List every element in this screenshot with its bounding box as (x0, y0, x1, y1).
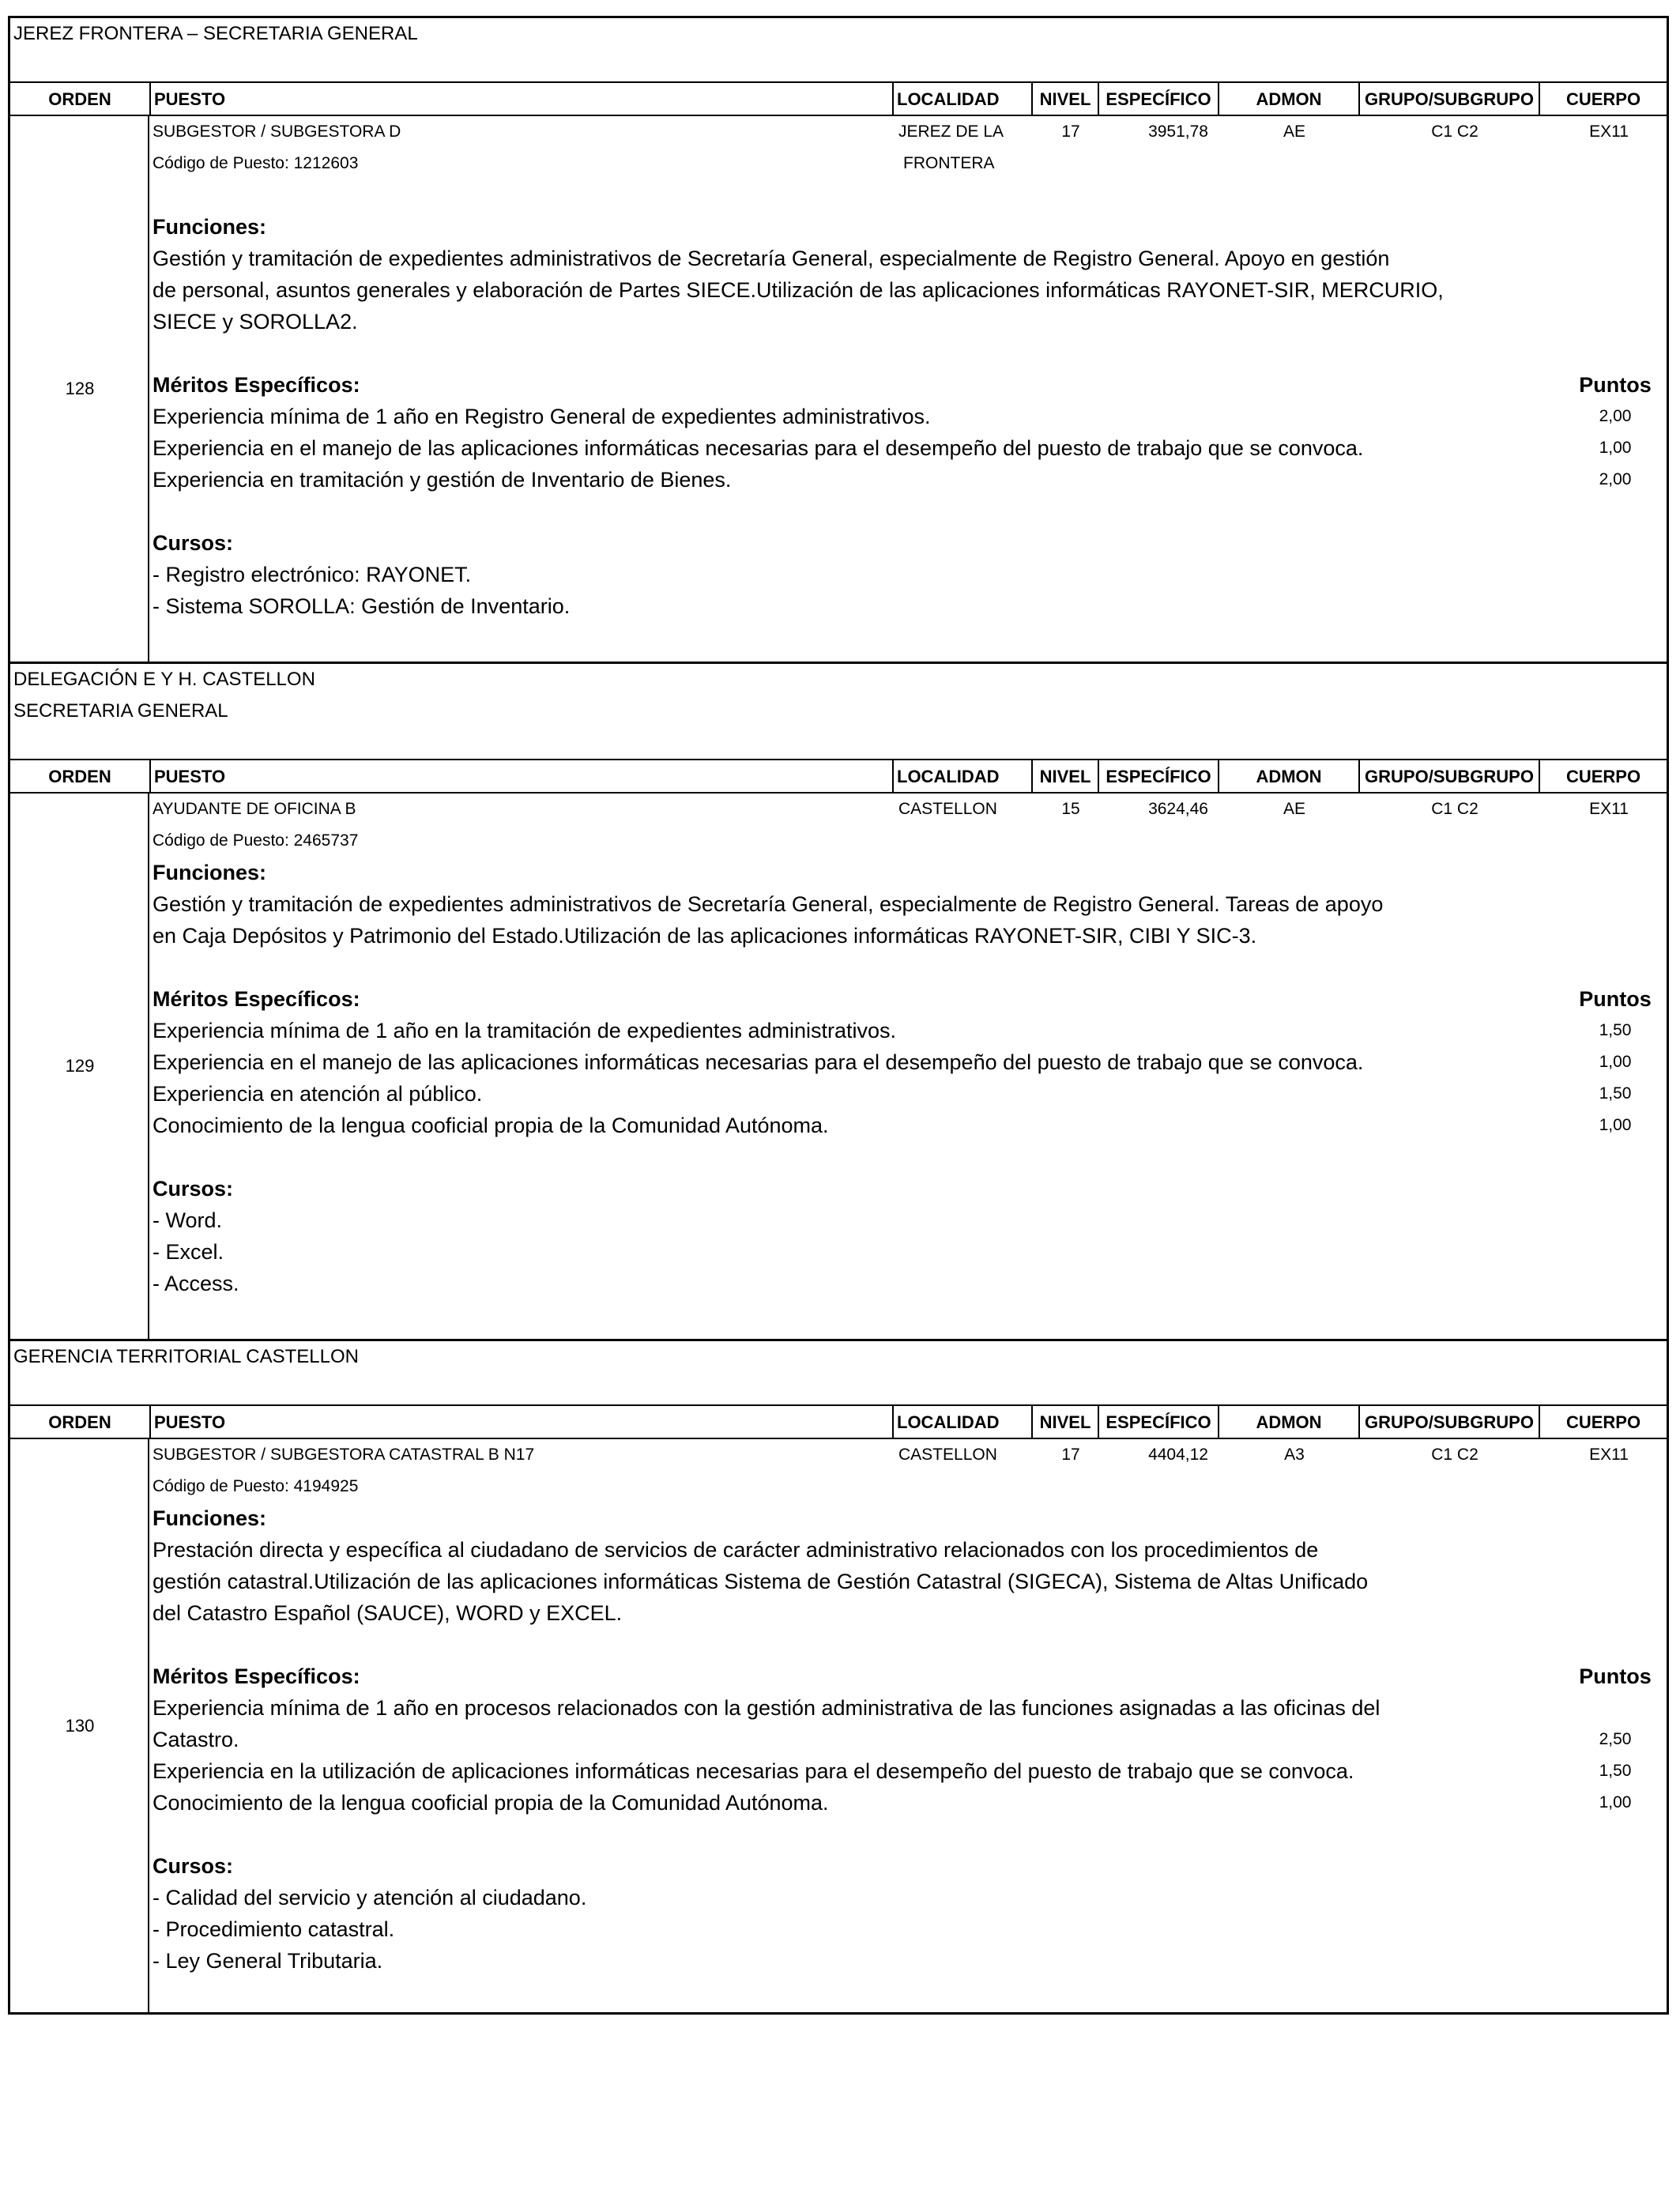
grupo-value: C1 C2 (1431, 1446, 1478, 1464)
column-header-orden: ORDEN (48, 767, 111, 786)
unit-header (10, 1341, 1667, 1406)
column-header-grupo: GRUPO/SUBGRUPO (1358, 83, 1539, 115)
nivel-value: 15 (1061, 800, 1080, 818)
column-header-row (10, 83, 1667, 116)
position-row (10, 1439, 1667, 2015)
merit-item (153, 1078, 1667, 1110)
spacer (153, 1977, 1667, 2012)
orden-number: 130 (65, 1716, 95, 1736)
curso-item: - Sistema SOROLLA: Gestión de Inventario. (153, 594, 571, 618)
merit-item (153, 1046, 1667, 1078)
merit-points: 1,50 (1599, 1021, 1632, 1039)
spacer (153, 337, 1667, 369)
merit-text: Experiencia en el manejo de las aplicaciones informáticas necesarias para el desempeño del puesto de trabajo que se convoca. (153, 1050, 1364, 1074)
position-details (149, 794, 1667, 1339)
funciones-text: del Catastro Español (SAUCE), WORD y EXCEL. (153, 1601, 623, 1625)
unit-name: GERENCIA TERRITORIAL CASTELLON (13, 1346, 360, 1367)
column-header-orden: ORDEN (48, 1412, 111, 1432)
unit-header (10, 18, 1667, 83)
column-header-especifico: ESPECÍFICO (1098, 1406, 1218, 1438)
funciones-title: Funciones: (153, 861, 267, 884)
column-header-cuerpo: CUERPO (1539, 760, 1667, 792)
localidad-value: JEREZ DE LA (898, 123, 1004, 141)
position-row (10, 116, 1667, 664)
spacer (13, 1373, 1667, 1404)
funciones-text: Gestión y tramitación de expedientes administrativos de Secretaría General, especialmente de Registro General. Tareas de apoyo (153, 892, 1384, 916)
cuerpo-value: EX11 (1589, 1446, 1629, 1464)
localidad-value: CASTELLON (898, 1446, 997, 1464)
meritos-title-row (153, 983, 1667, 1015)
codigo-puesto: Código de Puesto: 1212603 (153, 154, 359, 172)
curso-item: - Excel. (153, 1240, 224, 1264)
position-section (10, 18, 1667, 664)
column-header-grupo: GRUPO/SUBGRUPO (1358, 760, 1539, 792)
merit-points: 1,00 (1599, 1116, 1632, 1134)
merit-points: 1,50 (1599, 1762, 1632, 1780)
column-header-admon: ADMON (1218, 83, 1358, 115)
spacer (13, 727, 1667, 759)
nivel-value: 17 (1061, 1446, 1080, 1464)
meritos-title: Méritos Específicos: (153, 1664, 360, 1688)
merit-points: 1,00 (1599, 439, 1632, 457)
merit-text: Experiencia mínima de 1 año en Registro General de expedientes administrativos. (153, 405, 931, 428)
cuerpo-value: EX11 (1589, 123, 1629, 141)
merit-text: Experiencia mínima de 1 año en procesos relacionados con la gestión administrativa de las funciones asignadas a las oficinas del (153, 1696, 1381, 1720)
curso-item: - Registro electrónico: RAYONET. (153, 563, 472, 586)
spacer (153, 179, 1667, 211)
merit-item (153, 1787, 1667, 1819)
spacer (153, 1299, 1667, 1339)
position-row (10, 794, 1667, 1341)
codigo-line (153, 825, 1667, 857)
column-header-row (10, 760, 1667, 794)
funciones-title: Funciones: (153, 215, 267, 239)
unit-name: JEREZ FRONTERA – SECRETARIA GENERAL (13, 23, 418, 44)
merit-text: Catastro. (153, 1728, 239, 1751)
column-header-cuerpo: CUERPO (1539, 1406, 1667, 1438)
column-header-localidad: LOCALIDAD (892, 83, 1031, 115)
column-header-localidad: LOCALIDAD (892, 1406, 1031, 1438)
column-header-localidad: LOCALIDAD (892, 760, 1031, 792)
merit-text: Experiencia en tramitación y gestión de Inventario de Bienes. (153, 468, 732, 492)
merit-text: Conocimiento de la lengua cooficial propia de la Comunidad Autónoma. (153, 1791, 829, 1815)
column-header-grupo: GRUPO/SUBGRUPO (1358, 1406, 1539, 1438)
puesto-name: AYUDANTE DE OFICINA B (153, 800, 356, 818)
grupo-value: C1 C2 (1431, 800, 1478, 818)
position-section (10, 1341, 1667, 2015)
merit-points: 1,00 (1599, 1053, 1632, 1071)
cursos-title: Cursos: (153, 1177, 234, 1201)
funciones-title: Funciones: (153, 1506, 267, 1530)
puntos-label: Puntos (1579, 1664, 1652, 1688)
orden-number: 128 (65, 379, 95, 398)
especifico-value: 4404,12 (1148, 1446, 1208, 1464)
funciones-text: Gestión y tramitación de expedientes administrativos de Secretaría General, especialmente de Registro General. Apoyo en gestión (153, 247, 1390, 270)
puesto-name: SUBGESTOR / SUBGESTORA CATASTRAL B N17 (153, 1446, 535, 1464)
merit-text: Experiencia mínima de 1 año en la tramitación de expedientes administrativos. (153, 1019, 897, 1042)
funciones-text: SIECE y SOROLLA2. (153, 310, 358, 334)
column-header-admon: ADMON (1218, 760, 1358, 792)
localidad-value-cont: FRONTERA (903, 154, 995, 172)
curso-item: - Calidad del servicio y atención al ciudadano. (153, 1886, 587, 1909)
localidad-value: CASTELLON (898, 800, 997, 818)
positions-table (8, 16, 1669, 2015)
column-header-puesto: PUESTO (149, 1406, 892, 1438)
spacer (13, 50, 1667, 81)
grupo-value: C1 C2 (1431, 123, 1478, 141)
column-header-puesto: PUESTO (149, 83, 892, 115)
especifico-value: 3951,78 (1148, 123, 1208, 141)
merit-item (153, 464, 1667, 496)
nivel-value: 17 (1061, 123, 1080, 141)
merit-item (153, 1755, 1667, 1787)
meritos-title: Méritos Específicos: (153, 987, 360, 1011)
puntos-label: Puntos (1579, 987, 1652, 1011)
merit-item (153, 1015, 1667, 1046)
position-section (10, 664, 1667, 1341)
merit-points: 2,50 (1599, 1730, 1632, 1748)
column-header-admon: ADMON (1218, 1406, 1358, 1438)
especifico-value: 3624,46 (1148, 800, 1208, 818)
column-header-nivel: NIVEL (1031, 760, 1098, 792)
puntos-label: Puntos (1579, 373, 1652, 397)
curso-item: - Access. (153, 1272, 239, 1295)
column-header-puesto: PUESTO (149, 760, 892, 792)
position-data-line (153, 794, 1667, 825)
admon-value: A3 (1284, 1446, 1305, 1464)
spacer (153, 952, 1667, 983)
codigo-line (153, 1471, 1667, 1502)
meritos-title: Méritos Específicos: (153, 373, 360, 397)
merit-text: Experiencia en atención al público. (153, 1082, 483, 1106)
merit-points: 1,50 (1599, 1084, 1632, 1103)
admon-value: AE (1283, 123, 1305, 141)
merit-item (153, 1110, 1667, 1141)
funciones-text: gestión catastral.Utilización de las aplicaciones informáticas Sistema de Gestión Catastral (SIGECA), Sistema de Altas Unificado (153, 1570, 1369, 1593)
codigo-puesto: Código de Puesto: 4194925 (153, 1477, 359, 1495)
merit-text: Conocimiento de la lengua cooficial propia de la Comunidad Autónoma. (153, 1114, 829, 1137)
curso-item: - Procedimiento catastral. (153, 1917, 395, 1941)
spacer (153, 622, 1667, 662)
column-header-row (10, 1406, 1667, 1439)
orden-cell (10, 116, 149, 662)
funciones-text: Prestación directa y específica al ciudadano de servicios de carácter administrativo relacionados con los procedimientos de (153, 1538, 1319, 1562)
unit-name: SECRETARIA GENERAL (13, 700, 228, 722)
spacer (153, 496, 1667, 527)
column-header-cuerpo: CUERPO (1539, 83, 1667, 115)
codigo-puesto: Código de Puesto: 2465737 (153, 831, 359, 850)
column-header-nivel: NIVEL (1031, 1406, 1098, 1438)
unit-header (10, 664, 1667, 760)
cursos-title: Cursos: (153, 531, 234, 555)
column-header-orden: ORDEN (48, 89, 111, 109)
orden-number: 129 (65, 1056, 95, 1076)
meritos-title-row (153, 369, 1667, 401)
spacer (153, 1819, 1667, 1850)
column-header-especifico: ESPECÍFICO (1098, 760, 1218, 792)
merit-item (153, 1692, 1667, 1755)
meritos-title-row (153, 1661, 1667, 1692)
position-details (149, 1439, 1667, 2012)
orden-cell (10, 1439, 149, 2012)
curso-item: - Ley General Tributaria. (153, 1949, 383, 1973)
spacer (153, 1629, 1667, 1661)
curso-item: - Word. (153, 1208, 223, 1232)
orden-cell (10, 794, 149, 1339)
codigo-line (153, 148, 1667, 179)
cursos-title: Cursos: (153, 1854, 234, 1878)
position-details (149, 116, 1667, 662)
unit-name: DELEGACIÓN E Y H. CASTELLON (13, 669, 315, 690)
funciones-text: de personal, asuntos generales y elaboración de Partes SIECE.Utilización de las aplicaciones informáticas RAYONET-SIR, MERCURIO, (153, 278, 1444, 302)
admon-value: AE (1283, 800, 1305, 818)
position-data-line (153, 116, 1667, 148)
position-data-line (153, 1439, 1667, 1471)
funciones-text: en Caja Depósitos y Patrimonio del Estado.Utilización de las aplicaciones informáticas RAYONET-SIR, CIBI Y SIC-3. (153, 924, 1257, 948)
merit-text: Experiencia en la utilización de aplicaciones informáticas necesarias para el desempeño del puesto de trabajo que se convoca. (153, 1759, 1354, 1783)
spacer (153, 1141, 1667, 1173)
column-header-especifico: ESPECÍFICO (1098, 83, 1218, 115)
puesto-name: SUBGESTOR / SUBGESTORA D (153, 123, 401, 141)
merit-item (153, 401, 1667, 432)
column-header-nivel: NIVEL (1031, 83, 1098, 115)
merit-points: 2,00 (1599, 407, 1632, 425)
merit-item (153, 432, 1667, 464)
cuerpo-value: EX11 (1589, 800, 1629, 818)
merit-text: Experiencia en el manejo de las aplicaciones informáticas necesarias para el desempeño del puesto de trabajo que se convoca. (153, 436, 1364, 460)
merit-points: 2,00 (1599, 470, 1632, 488)
merit-points: 1,00 (1599, 1793, 1632, 1811)
